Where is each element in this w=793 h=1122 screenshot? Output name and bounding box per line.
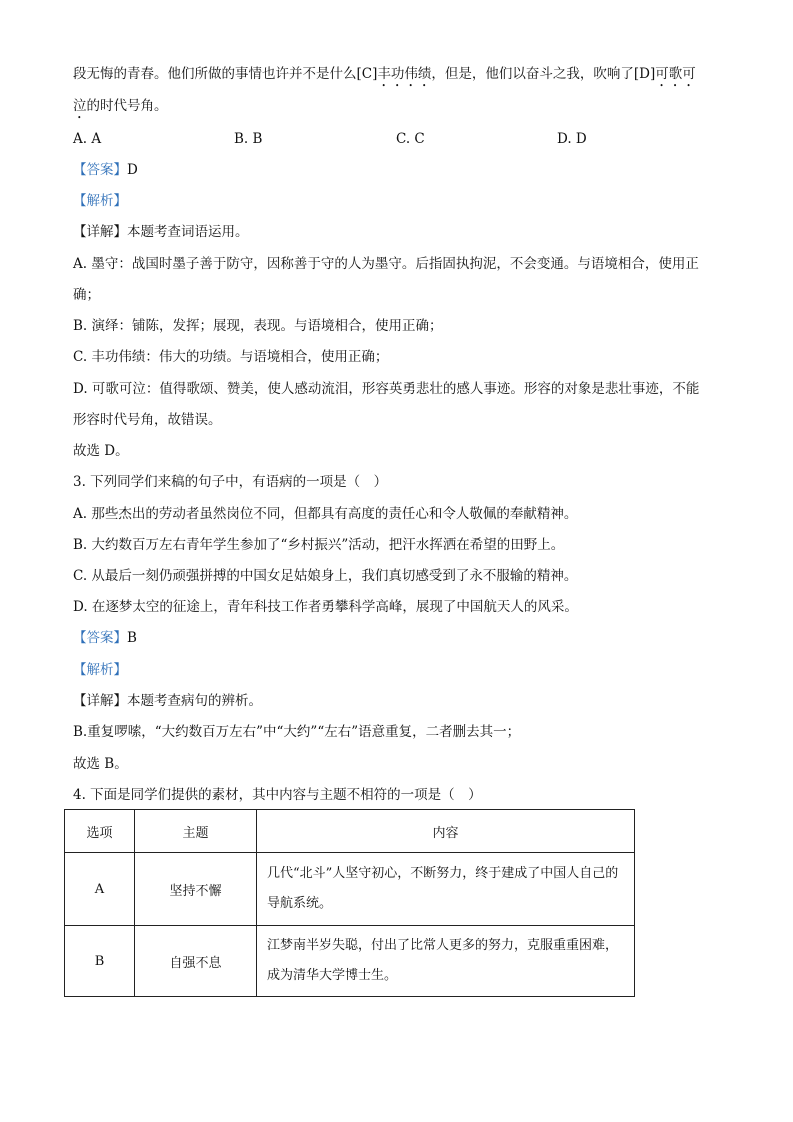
q2-explain-c: C. 丰功伟绩：伟大的功绩。与语境相合，使用正确； xyxy=(73,349,389,365)
row-option: B xyxy=(65,926,135,997)
q2-explain-d-1: D. 可歌可泣：值得歌颂、赞美，使人感动流泪，形容英勇悲壮的感人事迹。形容的对象是悲壮事迹，不能 xyxy=(73,381,700,397)
table-header-row xyxy=(65,810,635,853)
q2-explain-a-2: 确； xyxy=(73,287,100,303)
q3-option-c: C. 从最后一刻仍顽强拼搏的中国女足姑娘身上，我们真切感受到了永不服输的精神。 xyxy=(73,568,578,584)
q2-text-line-2 xyxy=(73,96,168,122)
q2-answer xyxy=(73,160,138,180)
q3-explain: B.重复啰嗦，“大约数百万左右”中“大约”“左右”语意重复，二者删去其一； xyxy=(73,724,521,740)
header-theme: 主题 xyxy=(135,810,257,853)
q2-text-line-1 xyxy=(73,64,696,90)
answer-value: D xyxy=(127,162,138,178)
q3-stem: 3. 下列同学们来稿的句子中，有语病的一项是（ ） xyxy=(73,474,388,490)
q2-choose: 故选 D。 xyxy=(73,443,129,459)
q2-explain-d-2: 形容时代号角，故错误。 xyxy=(73,412,222,428)
q2-text-segment: ，但是，他们以奋斗之我，吹响了[D] xyxy=(431,66,656,82)
q2-detail: 【详解】本题考查词语运用。 xyxy=(73,224,249,240)
row-content: 几代“北斗”人坚守初心，不断努力，终于建成了中国人自己的导航系统。 xyxy=(257,853,635,926)
row-option: A xyxy=(65,853,135,926)
table-row xyxy=(65,926,635,997)
header-option: 选项 xyxy=(65,810,135,853)
q3-option-d: D. 在逐梦太空的征途上，青年科技工作者勇攀科学高峰，展现了中国航天人的风采。 xyxy=(73,599,578,615)
q3-choose: 故选 B。 xyxy=(73,756,128,772)
answer-label: 【答案】 xyxy=(73,162,127,178)
q3-answer xyxy=(73,628,137,648)
q2-text-segment: 的时代号角。 xyxy=(86,98,168,114)
emphasized-phrase-d: 可歌可 xyxy=(655,66,696,82)
q4-material-table xyxy=(64,809,635,997)
header-content: 内容 xyxy=(257,810,635,853)
q2-option-b: B. B xyxy=(234,131,263,147)
table-row xyxy=(65,853,635,926)
q2-explain-b: B. 演绎：铺陈，发挥；展现，表现。与语境相合，使用正确； xyxy=(73,318,443,334)
q3-option-a: A. 那些杰出的劳动者虽然岗位不同，但都具有高度的责任心和令人敬佩的奉献精神。 xyxy=(73,506,578,522)
q2-text-segment: 段无悔的青春。他们所做的事情也许并不是什么[C] xyxy=(73,66,378,82)
emphasized-phrase-d-end: 泣 xyxy=(73,98,87,114)
q3-option-b: B. 大约数百万左右青年学生参加了“乡村振兴”活动，把汗水挥洒在希望的田野上。 xyxy=(73,537,565,553)
answer-label: 【答案】 xyxy=(73,630,127,646)
q2-analysis-label: 【解析】 xyxy=(73,193,127,209)
q3-analysis-label: 【解析】 xyxy=(73,662,127,678)
row-content: 江梦南半岁失聪，付出了比常人更多的努力，克服重重困难，成为清华大学博士生。 xyxy=(257,926,635,997)
q4-stem: 4. 下面是同学们提供的素材，其中内容与主题不相符的一项是（ ） xyxy=(73,787,482,803)
row-theme: 坚持不懈 xyxy=(135,853,257,926)
q3-detail: 【详解】本题考查病句的辨析。 xyxy=(73,693,262,709)
q2-option-c: C. C xyxy=(396,131,425,147)
emphasized-phrase-c: 丰功伟绩 xyxy=(377,66,432,82)
q2-explain-a-1: A. 墨守：战国时墨子善于防守，因称善于守的人为墨守。后指固执拘泥，不会变通。与语境相合，使用正 xyxy=(73,256,699,272)
row-theme: 自强不息 xyxy=(135,926,257,997)
answer-value: B xyxy=(127,630,137,646)
q2-option-d: D. D xyxy=(557,131,587,147)
q2-option-a: A. A xyxy=(73,131,102,147)
